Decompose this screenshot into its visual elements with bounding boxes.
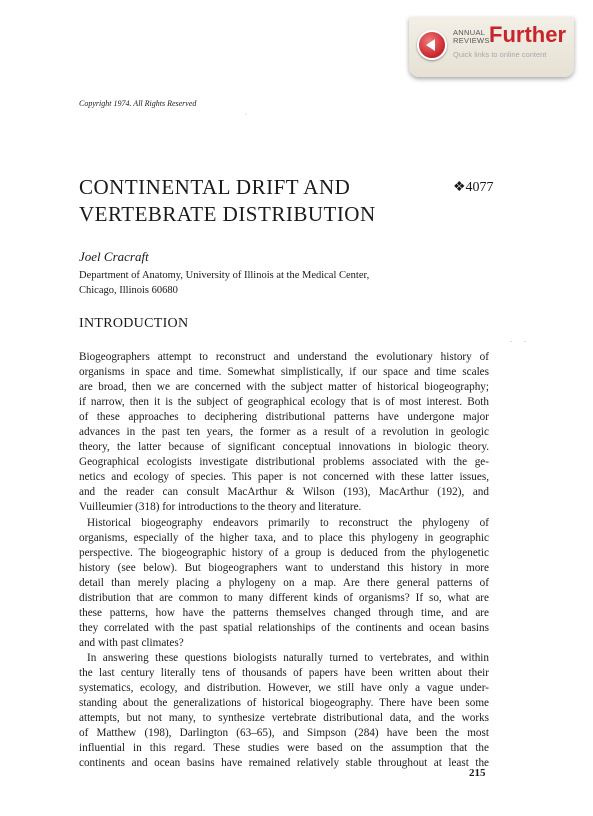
body-line: continents and ocean basins have remained relatively stable throughout at least the xyxy=(79,757,489,770)
scan-speck: · xyxy=(245,112,247,118)
body-line: are broad, then we are concerned with the subject matter of historical biogeography; xyxy=(79,381,489,394)
copyright-notice: Copyright 1974. All Rights Reserved xyxy=(79,99,197,108)
body-line: detail than merely placing a phylogeny on a map. Are there general patterns of xyxy=(79,576,489,589)
body-line: they correlated with the past spatial relationships of the continents and ocean basins xyxy=(79,621,489,634)
body-line: and with past climates? xyxy=(79,636,184,649)
title-line: CONTINENTAL DRIFT AND xyxy=(79,175,351,199)
body-line: history (see below). But biogeographers want to understand this history in more xyxy=(79,561,489,574)
body-line: Geographical ecologists investigate distributional problems associated with the ge- xyxy=(79,456,489,469)
further-badge[interactable] xyxy=(409,17,574,77)
badge-annual-label: ANNUAL xyxy=(453,28,486,37)
body-line: In answering these questions biologists naturally turned to vertebrates, and within xyxy=(87,651,489,664)
body-line: attempts, but not many, to synthesize vertebrate distributional data, and the works xyxy=(79,712,489,725)
badge-tagline: Quick links to online content xyxy=(453,50,547,59)
body-line: advances in the past ten years, the former as a result of a revolution in geologic xyxy=(79,426,489,439)
badge-further-label: Further xyxy=(489,22,566,47)
body-line: distribution that are common to many different kinds of organisms? If so, what are xyxy=(79,591,489,604)
body-text xyxy=(79,350,489,771)
author-name: Joel Cracraft xyxy=(79,249,149,264)
body-line: Biogeographers attempt to reconstruct and understand the evolutionary history of xyxy=(79,351,489,363)
page-number: 215 xyxy=(469,767,486,779)
body-line: perspective. The biogeographic history of a group is deduced from the phylogenetic xyxy=(79,546,489,559)
section-heading: INTRODUCTION xyxy=(79,316,189,331)
body-line: if narrow, then it is the subject of geographical ecology that is of most interest. Both xyxy=(79,396,489,409)
body-line: organisms, especially of the higher taxa, and to place this phylogeny in geographic xyxy=(79,531,489,544)
body-line: influential in this regard. These studies were based on the assumption that the xyxy=(79,742,489,755)
body-line: these patterns, how have the patterns themselves changed through time, and are xyxy=(79,606,489,619)
body-line: organisms in space and time. Somewhat simplistically, if our space and time scales xyxy=(79,366,489,379)
back-arrow-icon xyxy=(417,30,447,60)
body-line: theory, the latter because of significant conceptual innovations in biologic theory. xyxy=(79,441,489,454)
article-number: ❖4077 xyxy=(453,180,494,195)
body-line: standing about the generalizations of historical biogeography. There have been some xyxy=(79,697,489,710)
article-title xyxy=(79,174,376,228)
body-line: Historical biogeography endeavors primarily to reconstruct the phylogeny of xyxy=(87,516,489,529)
title-line: VERTEBRATE DISTRIBUTION xyxy=(79,202,376,226)
body-line: and the reader can consult MacArthur & Wilson (193), MacArthur (192), and xyxy=(79,486,489,499)
body-line: the last century literally tens of thousands of papers have been written about their xyxy=(79,666,489,679)
body-line: of these approaches to deciphering distributional patterns have undergone major xyxy=(79,411,489,424)
body-line: netics and ecology of species. This paper is not concerned with these latter issues, xyxy=(79,471,489,484)
body-line: systematics, ecology, and distribution. However, we still have only a vague under- xyxy=(79,682,489,695)
body-line: Vuilleumier (318) for introductions to the theory and literature. xyxy=(79,501,362,514)
badge-reviews-label: REVIEWS xyxy=(453,36,490,45)
body-line: of Matthew (198), Darlington (63–65), and Simpson (284) have been the most xyxy=(79,727,489,740)
affiliation-line: Chicago, Illinois 60680 xyxy=(79,285,178,296)
scan-marks: ‐ ‐ xyxy=(510,339,526,345)
affiliation-line: Department of Anatomy, University of Illinois at the Medical Center, xyxy=(79,270,370,281)
